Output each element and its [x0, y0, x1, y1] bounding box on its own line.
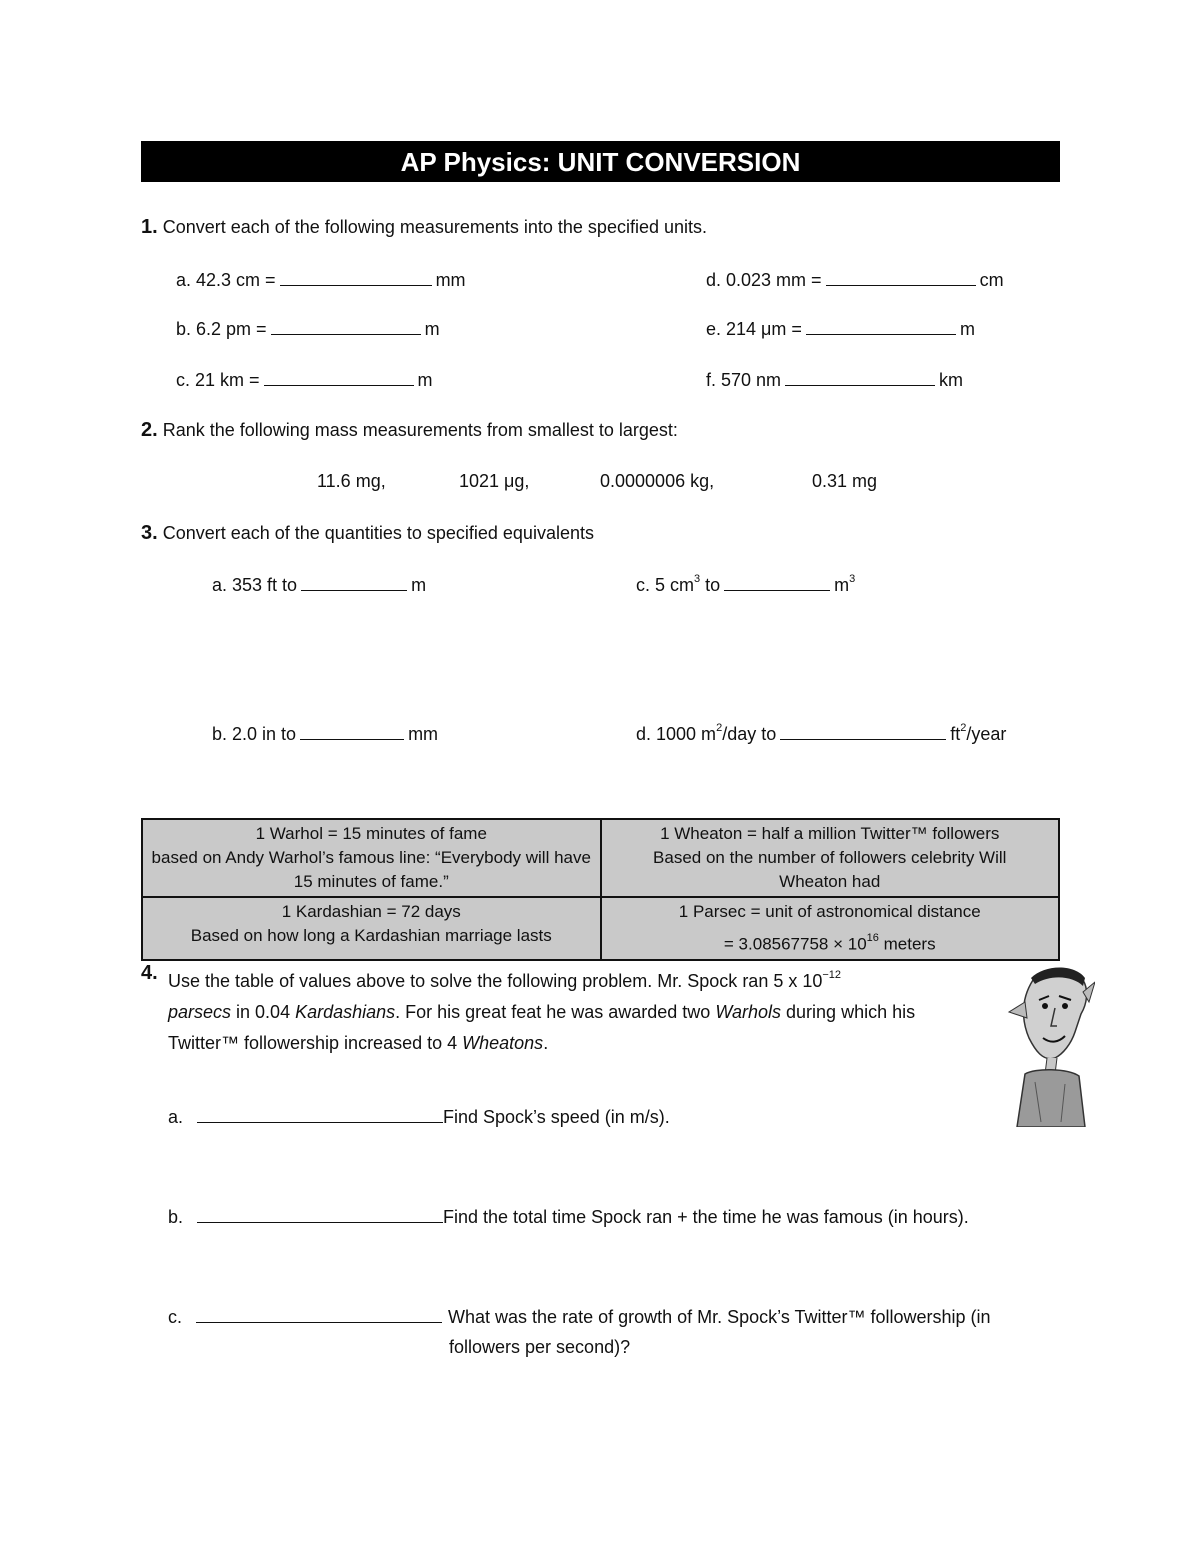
cell-wheaton	[601, 819, 1060, 897]
item-unit: m	[417, 370, 433, 390]
answer-blank[interactable]	[197, 1206, 443, 1223]
q4-part-c	[168, 1306, 991, 1328]
exponent: 16	[866, 932, 879, 944]
item-unit: m	[411, 575, 427, 595]
part-label: a.	[168, 1107, 184, 1127]
answer-blank[interactable]	[196, 1306, 442, 1323]
part-text: Find the total time Spock ran + the time he was famous (in hours).	[443, 1207, 969, 1227]
answer-blank[interactable]	[264, 369, 414, 386]
question-text: Convert each of the quantities to specified equivalents	[162, 523, 594, 543]
item-unit: mm	[435, 270, 466, 290]
mass-value: 11.6 mg,	[317, 471, 386, 491]
part-text: What was the rate of growth of Mr. Spock’s Twitter™ followership (in	[448, 1307, 991, 1327]
question-text: Convert each of the following measurements into the specified units.	[162, 217, 708, 237]
item-unit: km	[939, 370, 964, 390]
question-text: Rank the following mass measurements from smallest to largest:	[162, 420, 678, 440]
item-lead: c. 21 km =	[176, 370, 260, 390]
page-title: AP Physics: UNIT CONVERSION	[141, 141, 1060, 182]
exponent: −12	[822, 969, 842, 981]
exponent: 2	[716, 722, 723, 734]
question-1-prompt	[141, 216, 707, 239]
cell-kardashian	[142, 897, 601, 960]
item-unit: m	[424, 319, 440, 339]
answer-blank[interactable]	[724, 574, 830, 591]
item-lead: c. 5 cm	[636, 575, 695, 595]
units-table	[141, 818, 1060, 961]
cell-heading: 1 Wheaton = half a million Twitter™ followers	[660, 824, 1000, 843]
q1-item-b	[176, 318, 440, 340]
cell-heading: 1 Kardashian = 72 days	[281, 902, 461, 921]
question-3-prompt	[141, 522, 594, 545]
answer-blank[interactable]	[300, 723, 404, 740]
item-unit: m	[834, 575, 850, 595]
cell-heading: 1 Parsec = unit of astronomical distance	[678, 902, 981, 921]
cell-heading: 1 Warhol = 15 minutes of fame	[255, 824, 487, 843]
question-number: 1.	[141, 216, 158, 238]
item-unit: mm	[408, 724, 439, 744]
item-lead: d. 1000 m	[636, 724, 717, 744]
answer-blank[interactable]	[806, 318, 956, 335]
question-4-text: Use the table of values above to solve the following problem. Mr. Spock ran 5 x $10^{-12}$ parsecs in 0.04 Kardashians. For his great feat he was awarded two Warhols during which his Twitter™ followership increased to 4 Wheatons.	[168, 969, 916, 1053]
mass-value: 1021 μg,	[459, 471, 530, 491]
q1-item-e	[706, 318, 975, 340]
q4-part-a	[168, 1106, 670, 1128]
q1-item-d	[706, 269, 1004, 291]
cell-note: Based on the number of followers celebrity Will Wheaton had	[653, 848, 1007, 891]
parsec-unit: meters	[878, 934, 936, 954]
item-unit: cm	[979, 270, 1004, 290]
q4-part-c-continued: followers per second)?	[449, 1337, 631, 1357]
q1-item-c	[176, 369, 433, 391]
item-lead: e. 214 μm =	[706, 319, 802, 339]
q3-item-a	[212, 574, 426, 596]
part-text: Find Spock’s speed (in m/s).	[443, 1107, 670, 1127]
question-2-prompt	[141, 419, 678, 442]
item-lead: d. 0.023 mm =	[706, 270, 822, 290]
cell-note: based on Andy Warhol’s famous line: “Everybody will have 15 minutes of fame.”	[151, 848, 591, 891]
cell-note: Based on how long a Kardashian marriage lasts	[190, 926, 552, 945]
spock-caricature-image	[995, 962, 1095, 1127]
q1-item-a	[176, 269, 466, 291]
question-4-number: 4.	[141, 962, 158, 984]
part-label: b.	[168, 1207, 184, 1227]
exponent: 3	[849, 573, 856, 585]
answer-blank[interactable]	[826, 269, 976, 286]
q1-item-f	[706, 369, 963, 391]
answer-blank[interactable]	[301, 574, 407, 591]
mass-value: 0.31 mg	[812, 471, 878, 491]
item-unit: m	[959, 319, 975, 339]
answer-blank[interactable]	[197, 1106, 443, 1123]
answer-blank[interactable]	[785, 369, 935, 386]
item-mid: /day to	[722, 724, 777, 744]
answer-blank[interactable]	[780, 723, 946, 740]
question-number: 2.	[141, 419, 158, 441]
item-unit: ft	[950, 724, 961, 744]
q3-item-d	[636, 723, 1006, 745]
part-label: c.	[168, 1307, 183, 1327]
exponent: 3	[694, 573, 701, 585]
q4-part-b	[168, 1206, 969, 1228]
q3-item-c	[636, 574, 855, 596]
item-mid: to	[700, 575, 721, 595]
answer-blank[interactable]	[271, 318, 421, 335]
item-lead: a. 353 ft to	[212, 575, 298, 595]
q3-item-b	[212, 723, 438, 745]
cell-parsec	[601, 897, 1060, 960]
item-lead: f. 570 nm	[706, 370, 782, 390]
cell-note	[610, 928, 1051, 957]
answer-blank[interactable]	[280, 269, 432, 286]
cell-warhol	[142, 819, 601, 897]
item-unit-tail: /year	[966, 724, 1007, 744]
parsec-value: = 3.08567758 × 10	[723, 934, 867, 954]
mass-value: 0.0000006 kg,	[600, 471, 715, 491]
question-number: 3.	[141, 522, 158, 544]
item-lead: b. 6.2 pm =	[176, 319, 267, 339]
item-lead: a. 42.3 cm =	[176, 270, 276, 290]
item-lead: b. 2.0 in to	[212, 724, 297, 744]
exponent: 2	[960, 722, 967, 734]
